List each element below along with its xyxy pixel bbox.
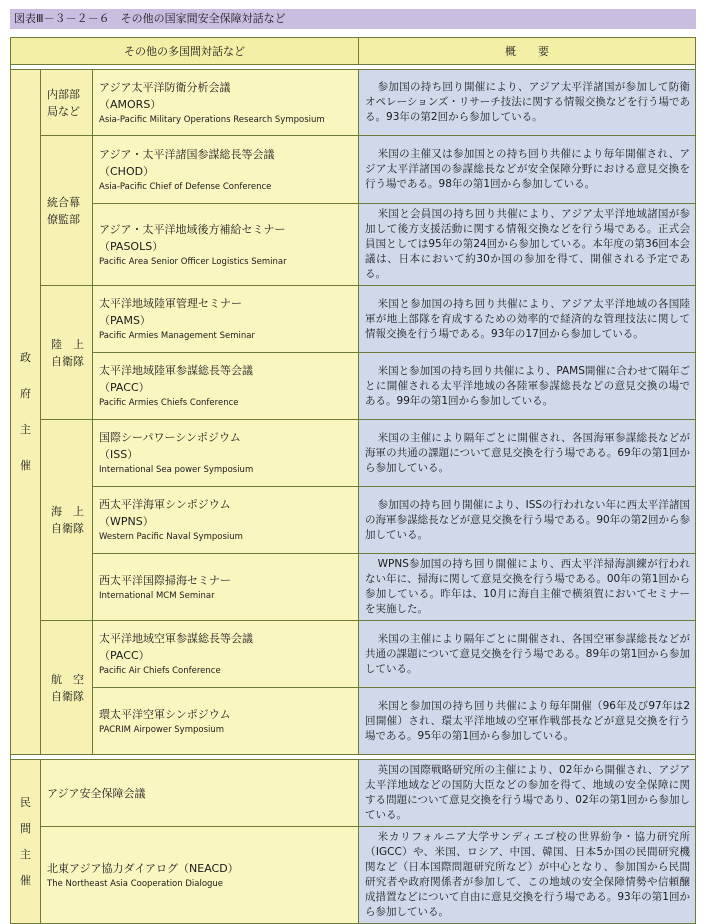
name-ja: 西太平洋国際掃海セミナー <box>99 573 231 587</box>
name-ja: アジア太平洋防衛分析会議 <box>99 80 231 94</box>
name-en: The Northeast Asia Cooperation Dialogue <box>47 878 224 889</box>
name-abbr: （PAMS） <box>99 314 151 327</box>
name-en: Pacific Armies Chiefs Conference <box>99 398 239 408</box>
group-private <box>11 760 41 924</box>
subgroup-label: 僚監部 <box>47 212 80 226</box>
dialogue-name <box>93 420 359 487</box>
dialogue-name <box>93 136 359 204</box>
group-private-char: 間 <box>20 821 31 835</box>
name-ja: アジア・太平洋地域後方補給セミナー <box>99 222 286 236</box>
subgroup-label: 海 上 <box>51 505 84 518</box>
dialogue-summary: 参加国の持ち回り開催により、アジア太平洋諸国が参加して防衛オペレーションズ・リサーチ技法に関する情報交換などを行う場である。93年の第2回から参加している。 <box>359 70 696 136</box>
dialogue-name <box>93 286 359 353</box>
name-ja: 西太平洋海軍シンポジウム <box>99 498 231 511</box>
name-en: PACRIM Airpower Symposium <box>99 724 225 735</box>
name-abbr: （CHOD） <box>99 164 155 178</box>
group-private-char: 主 <box>20 847 31 861</box>
figure-caption: 図表Ⅲ－３－２－６ その他の国家間安全保障対話など <box>10 9 696 29</box>
subgroup-label: 内部部 <box>47 87 80 101</box>
name-abbr: （PASOLS） <box>99 239 164 253</box>
dialogue-summary: 米国の主催又は参加国との持ち回り共催により毎年開催され、アジア太平洋諸国の参謀総長などが安全保障分野における意見交換を行う場である。98年の第1回から参加している。 <box>359 136 696 204</box>
dialogue-summary: 米国と会員国の持ち回り共催により、アジア太平洋地域諸国が参加して後方支援活動に関する情報交換などを行う場である。正式会員国としては95年の第24回から参加している。本年度の第36回本会議は、日本において約30か国の参加を得て、開催される予定である。 <box>359 204 696 286</box>
dialogue-summary: 米国と参加国の持ち回り共催により、PAMS開催に合わせて隔年ごとに開催される太平洋地域の各陸軍参謀総長などの意見交換の場である。99年の第1回から参加している。 <box>359 353 696 420</box>
subgroup-label: 自衛隊 <box>51 522 84 535</box>
dialogue-name <box>93 353 359 420</box>
dialogue-name <box>93 554 359 621</box>
subgroup-internal <box>41 70 93 136</box>
group-private-char: 民 <box>20 795 31 809</box>
dialogue-name <box>93 621 359 688</box>
dialogue-name <box>41 760 359 827</box>
subgroup-label: 統合幕 <box>47 195 80 209</box>
name-abbr: （AMORS） <box>99 97 162 111</box>
name-en: International Sea power Symposium <box>99 465 254 475</box>
name-ja: 国際シーパワーシンポジウム <box>99 431 241 444</box>
header-summary: 概 要 <box>359 38 696 65</box>
group-private-char: 催 <box>20 873 31 887</box>
subgroup-asdf <box>41 621 93 755</box>
dialogue-summary: 米カリフォルニア大学サンディエゴ校の世界紛争・協力研究所（IGCC）や、米国、ロシア、中国、韓国、日本5か国の民間研究機関など（日本国際問題研究所など）が中心となり、参加国から民間研究者や政府関係者が参加して、この地域の安全保障情勢や信頼醸成措置などについて自由に意見交換を行う場である。93年の第1回から参加している。 <box>359 827 696 924</box>
dialogue-name <box>93 204 359 286</box>
subgroup-label: 局など <box>47 104 80 118</box>
group-government <box>11 70 41 755</box>
name-abbr: （WPNS） <box>99 515 154 528</box>
name-ja: アジア・太平洋諸国参謀総長等会議 <box>99 147 275 161</box>
subgroup-label: 自衛隊 <box>51 689 84 703</box>
group-government-char: 催 <box>20 459 31 472</box>
group-government-char: 府 <box>20 387 31 400</box>
subgroup-label: 陸 上 <box>51 337 84 351</box>
name-abbr: （ISS） <box>99 448 139 461</box>
subgroup-gsdf <box>41 286 93 420</box>
name-ja: 太平洋地域陸軍参謀総長等会議 <box>99 364 253 377</box>
dialogue-summary: 参加国の持ち回り開催により、ISSの行われない年に西太平洋諸国の海軍参謀総長などが意見交換を行う場である。90年の第2回から参加している。 <box>359 487 696 554</box>
name-abbr: （PACC） <box>99 649 150 662</box>
dialogue-name <box>93 688 359 755</box>
dialogue-summary: WPNS参加国の持ち回り開催により、西太平洋掃海訓練が行われない年に、掃海に関して意見交換を行う場である。00年の第1回から参加している。昨年は、10月に海自主催で横須賀においてセミナーを実施した。 <box>359 554 696 621</box>
name-abbr: （PACC） <box>99 381 150 394</box>
dialogue-summary: 米国と参加国の持ち回り共催により毎年開催（96年及び97年は2回開催）され、環太平洋地域の空軍作戦部長などが意見交換を行う場である。95年の第1回から参加している。 <box>359 688 696 755</box>
dialogue-name <box>93 487 359 554</box>
name-en: Pacific Armies Management Seminar <box>99 331 255 341</box>
dialogue-summary: 米国と参加国の持ち回り共催により、アジア太平洋地域の各国陸軍が地上部隊を育成するための効率的で経済的な管理技法に関して情報交換を行う場である。93年の17回から参加している。 <box>359 286 696 353</box>
header-dialogue: その他の多国間対話など <box>11 38 359 65</box>
name-en: Pacific Area Senior Officer Logistics Seminar <box>99 256 287 267</box>
subgroup-joint <box>41 136 93 286</box>
name-en: Western Pacific Naval Symposium <box>99 532 243 542</box>
dialogue-summary: 米国の主催により隔年ごとに開催され、各国海軍参謀総長などが海軍の共通の課題について意見交換を行う場である。69年の第1回から参加している。 <box>359 420 696 487</box>
group-government-char: 主 <box>20 423 31 436</box>
name-en: Pacific Air Chiefs Conference <box>99 666 221 676</box>
dialogue-name <box>41 827 359 924</box>
dialogue-summary: 米国の主催により隔年ごとに開催され、各国空軍参謀総長などが共通の課題について意見交換を行う場である。89年の第1回から参加している。 <box>359 621 696 688</box>
name-en: Asia-Pacific Chief of Defense Conference <box>99 181 272 192</box>
group-government-char: 政 <box>20 351 31 364</box>
name-en: International MCM Seminar <box>99 590 215 601</box>
subgroup-msdf <box>41 420 93 621</box>
name-en: Asia-Pacific Military Operations Research Symposium <box>99 114 325 125</box>
subgroup-label: 航 空 <box>51 672 84 686</box>
name-ja: 環太平洋空軍シンポジウム <box>99 707 231 721</box>
name-ja: 太平洋地域陸軍管理セミナー <box>99 297 242 310</box>
subgroup-label: 自衛隊 <box>51 354 84 368</box>
dialogue-summary: 英国の国際戦略研究所の主催により、02年から開催され、アジア太平洋地域などの国防大臣などの参加を得て、地域の安全保障に関する問題について意見交換を行う場であり、02年の第1回から参加している。 <box>359 760 696 827</box>
dialogue-name <box>93 70 359 136</box>
dialogue-table <box>10 37 696 924</box>
name-ja: アジア安全保障会議 <box>47 786 146 800</box>
name-ja: 北東アジア協力ダイアログ（NEACD） <box>47 861 239 875</box>
name-ja: 太平洋地域空軍参謀総長等会議 <box>99 632 253 645</box>
